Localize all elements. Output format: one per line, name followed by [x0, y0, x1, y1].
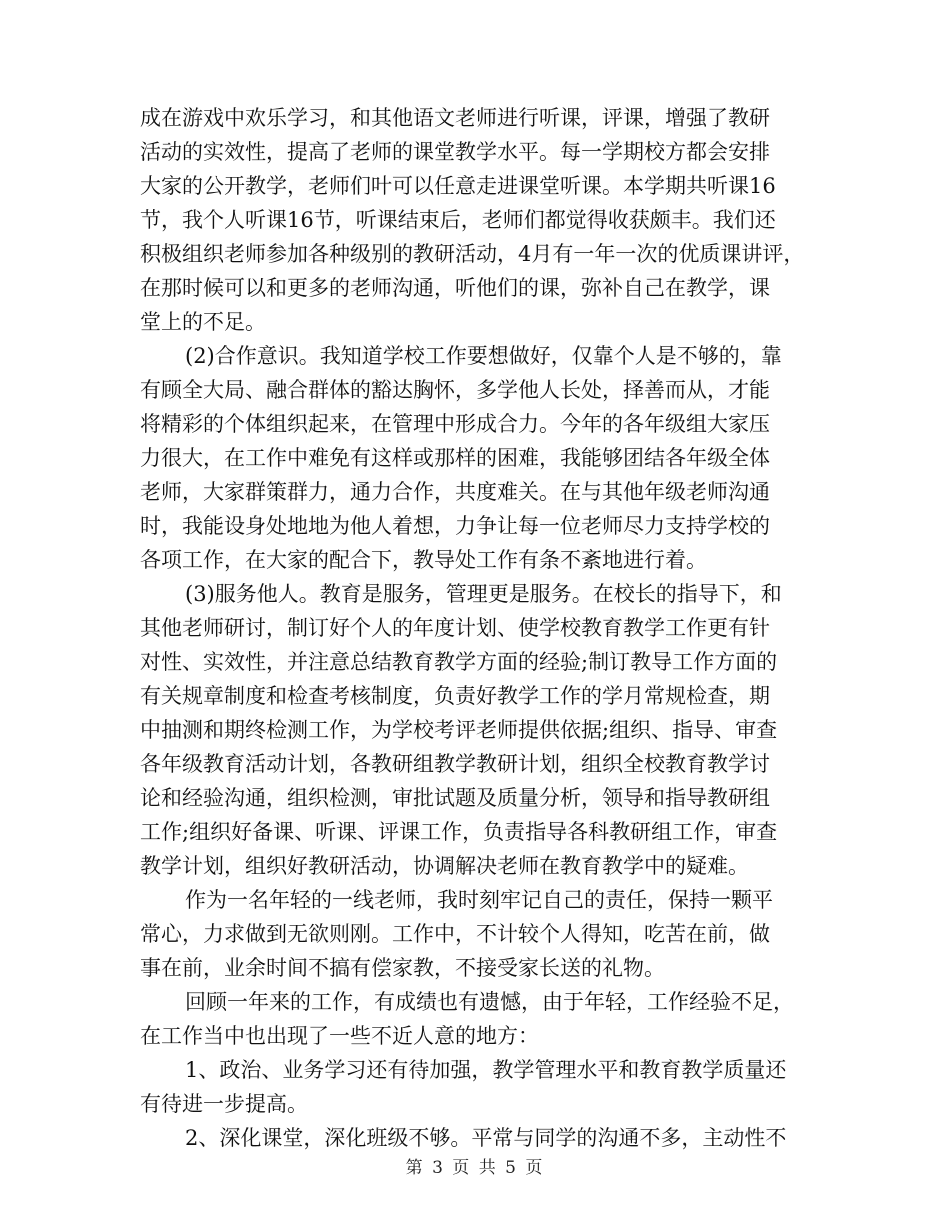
- body-line-28: 在工作当中也出现了一些不近人意的地方：: [140, 1024, 539, 1048]
- body-line-17: 对性、实效性，并注意总结教育教学方面的经验;制订教导工作方面的: [140, 650, 778, 674]
- body-line-7: 堂上的不足。: [140, 310, 266, 334]
- body-line-24: 作为一名年轻的一线老师，我时刻牢记自己的责任，保持一颗平: [185, 888, 773, 912]
- page-footer: 第 3 页 共 5 页: [405, 1158, 545, 1178]
- body-line-21: 论和经验沟通，组织检测，审批试题及质量分析，领导和指导教研组: [140, 786, 770, 810]
- body-line-30: 有待进一步提高。: [140, 1092, 308, 1116]
- body-line-23: 教学计划，组织好教研活动，协调解决老师在教育教学中的疑难。: [140, 854, 749, 878]
- body-line-12: 老师，大家群策群力，通力合作，共度难关。在与其他年级老师沟通: [140, 480, 770, 504]
- body-line-15: (3)服务他人。教育是服务，管理更是服务。在校长的指导下，和: [185, 582, 782, 606]
- body-line-10: 将精彩的个体组织起来，在管理中形成合力。今年的各年级组大家压: [140, 412, 770, 436]
- body-line-31: 2、深化课堂，深化班级不够。平常与同学的沟通不多，主动性不: [185, 1126, 787, 1150]
- body-line-8: (2)合作意识。我知道学校工作要想做好，仅靠个人是不够的，靠: [185, 344, 782, 368]
- body-line-2: 活动的实效性，提高了老师的课堂教学水平。每一学期校方都会安排: [140, 140, 770, 164]
- body-line-11: 力很大，在工作中难免有这样或那样的困难，我能够团结各年级全体: [140, 446, 770, 470]
- body-line-26: 事在前，业余时间不搞有偿家教，不接受家长送的礼物。: [140, 956, 665, 980]
- body-line-18: 有关规章制度和检查考核制度，负责好教学工作的学月常规检查，期: [140, 684, 770, 708]
- body-line-16: 其他老师研讨，制订好个人的年度计划、使学校教育教学工作更有针: [140, 616, 770, 640]
- body-line-22: 工作;组织好备课、听课、评课工作，负责指导各科教研组工作，审查: [140, 820, 778, 844]
- body-line-20: 各年级教育活动计划，各教研组教学教研计划，组织全校教育教学讨: [140, 752, 770, 776]
- body-line-4: 节，我个人听课16节，听课结束后，老师们都觉得收获颇丰。我们还: [140, 208, 776, 232]
- body-line-25: 常心，力求做到无欲则刚。工作中，不计较个人得知，吃苦在前，做: [140, 922, 770, 946]
- body-line-19: 中抽测和期终检测工作，为学校考评老师提供依据;组织、指导、审查: [140, 718, 778, 742]
- body-line-3: 大家的公开教学，老师们叶可以任意走进课堂听课。本学期共听课16: [140, 174, 776, 198]
- body-line-5: 积极组织老师参加各种级别的教研活动，4月有一年一次的优质课讲评，: [140, 242, 805, 266]
- body-line-9: 有顾全大局、融合群体的豁达胸怀，多学他人长处，择善而从，才能: [140, 378, 770, 402]
- body-line-13: 时，我能设身处地地为他人着想，力争让每一位老师尽力支持学校的: [140, 514, 770, 538]
- body-line-29: 1、政治、业务学习还有待加强，教学管理水平和教育教学质量还: [185, 1058, 787, 1082]
- body-line-1: 成在游戏中欢乐学习，和其他语文老师进行听课，评课，增强了教研: [140, 106, 770, 130]
- body-line-14: 各项工作，在大家的配合下，教导处工作有条不紊地进行着。: [140, 548, 707, 572]
- body-line-27: 回顾一年来的工作，有成绩也有遗憾，由于年轻，工作经验不足，: [185, 990, 794, 1014]
- body-line-6: 在那时候可以和更多的老师沟通，听他们的课，弥补自己在教学，课: [140, 276, 770, 300]
